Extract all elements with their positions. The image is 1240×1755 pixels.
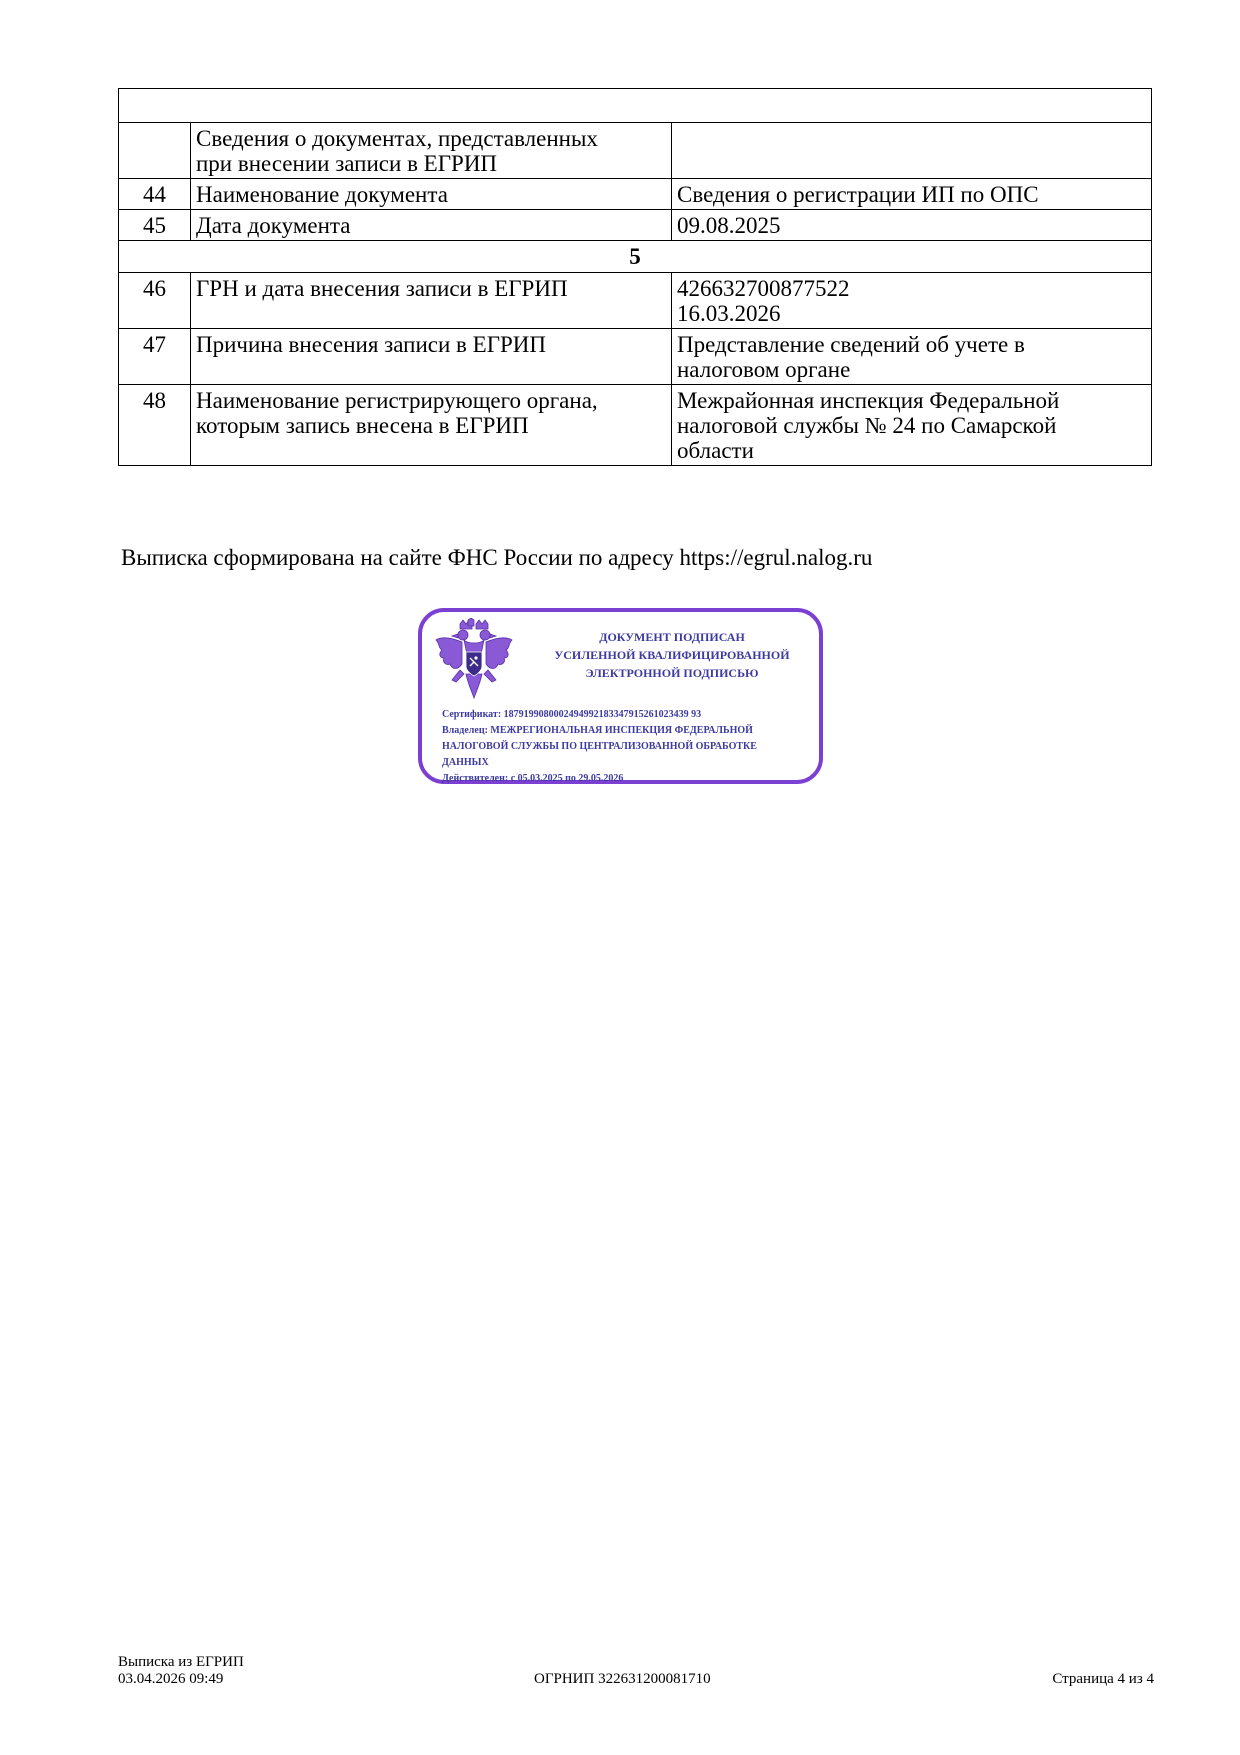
row-value: Сведения о регистрации ИП по ОПС	[672, 179, 1152, 210]
section-number: 5	[119, 241, 1152, 273]
footer-left	[118, 1654, 244, 1688]
row-label: ГРН и дата внесения записи в ЕГРИП	[191, 273, 672, 329]
row-number: 45	[119, 210, 191, 241]
table-row	[119, 273, 1152, 329]
row-value: 09.08.2025	[672, 210, 1152, 241]
row-number: 44	[119, 179, 191, 210]
double-headed-eagle-icon	[430, 618, 518, 704]
stamp-owner-line: Владелец: МЕЖРЕГИОНАЛЬНАЯ ИНСПЕКЦИЯ ФЕДЕРАЛЬНОЙ	[442, 725, 753, 736]
footer-doc-title: Выписка из ЕГРИП	[118, 1654, 244, 1670]
footer-ogrnip: ОГРНИП 322631200081710	[534, 1671, 711, 1687]
stamp-details	[442, 707, 802, 787]
table-row	[119, 123, 1152, 179]
row-number: 47	[119, 329, 191, 385]
table-row	[119, 385, 1152, 466]
row-value: 426632700877522 16.03.2026	[672, 273, 1152, 329]
row-value: Межрайонная инспекция Федеральной налоговой службы № 24 по Самарской области	[672, 385, 1152, 466]
row-value	[672, 123, 1152, 179]
records-table	[118, 88, 1152, 466]
row-number: 48	[119, 385, 191, 466]
signature-stamp	[418, 608, 823, 784]
blank-row	[119, 89, 1152, 123]
source-note: Выписка сформирована на сайте ФНС России по адресу https://egrul.nalog.ru	[121, 545, 873, 570]
row-label: Наименование регистрирующего органа, которым запись внесена в ЕГРИП	[191, 385, 672, 466]
blank-cell	[119, 89, 1152, 123]
row-value: Представление сведений об учете в налоговом органе	[672, 329, 1152, 385]
stamp-heading-line: ДОКУМЕНТ ПОДПИСАН	[599, 630, 745, 644]
stamp-certificate: Сертификат: 1879199080002494992183347915261023439 93	[442, 709, 702, 720]
stamp-owner-line: НАЛОГОВОЙ СЛУЖБЫ ПО ЦЕНТРАЛИЗОВАННОЙ ОБРАБОТКЕ	[442, 741, 757, 752]
row-label: Причина внесения записи в ЕГРИП	[191, 329, 672, 385]
records-table-body	[119, 89, 1152, 466]
page-footer	[118, 1654, 1154, 1694]
row-label: Сведения о документах, представленных при внесении записи в ЕГРИП	[191, 123, 672, 179]
table-row	[119, 210, 1152, 241]
stamp-validity: Действителен: с 05.03.2025 по 29.05.2026	[442, 773, 624, 784]
table-row	[119, 179, 1152, 210]
stamp-heading	[534, 628, 810, 682]
footer-timestamp: 03.04.2026 09:49	[118, 1671, 224, 1687]
row-label: Дата документа	[191, 210, 672, 241]
row-label: Наименование документа	[191, 179, 672, 210]
footer-page-number: Страница 4 из 4	[1052, 1671, 1154, 1687]
table-row	[119, 329, 1152, 385]
stamp-heading-line: ЭЛЕКТРОННОЙ ПОДПИСЬЮ	[585, 666, 759, 680]
section-header-row	[119, 241, 1152, 273]
row-number	[119, 123, 191, 179]
stamp-heading-line: УСИЛЕННОЙ КВАЛИФИЦИРОВАННОЙ	[554, 648, 790, 662]
row-number: 46	[119, 273, 191, 329]
stamp-owner-line: ДАННЫХ	[442, 757, 489, 768]
